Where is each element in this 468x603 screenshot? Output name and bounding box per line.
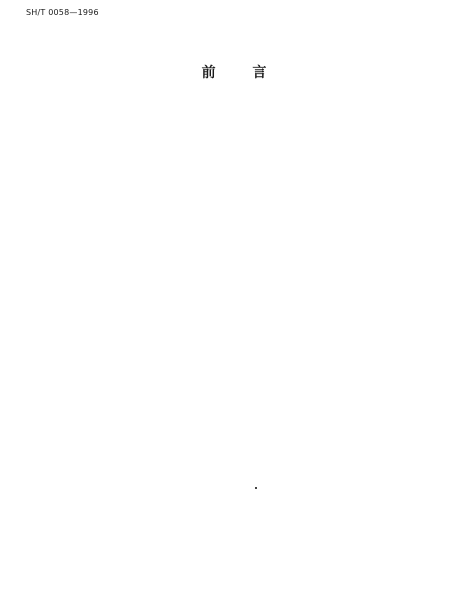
page-title: 前 言 — [201, 65, 283, 81]
scan-speck — [255, 487, 257, 489]
document-code: SH/T 0058—1996 — [26, 8, 99, 17]
